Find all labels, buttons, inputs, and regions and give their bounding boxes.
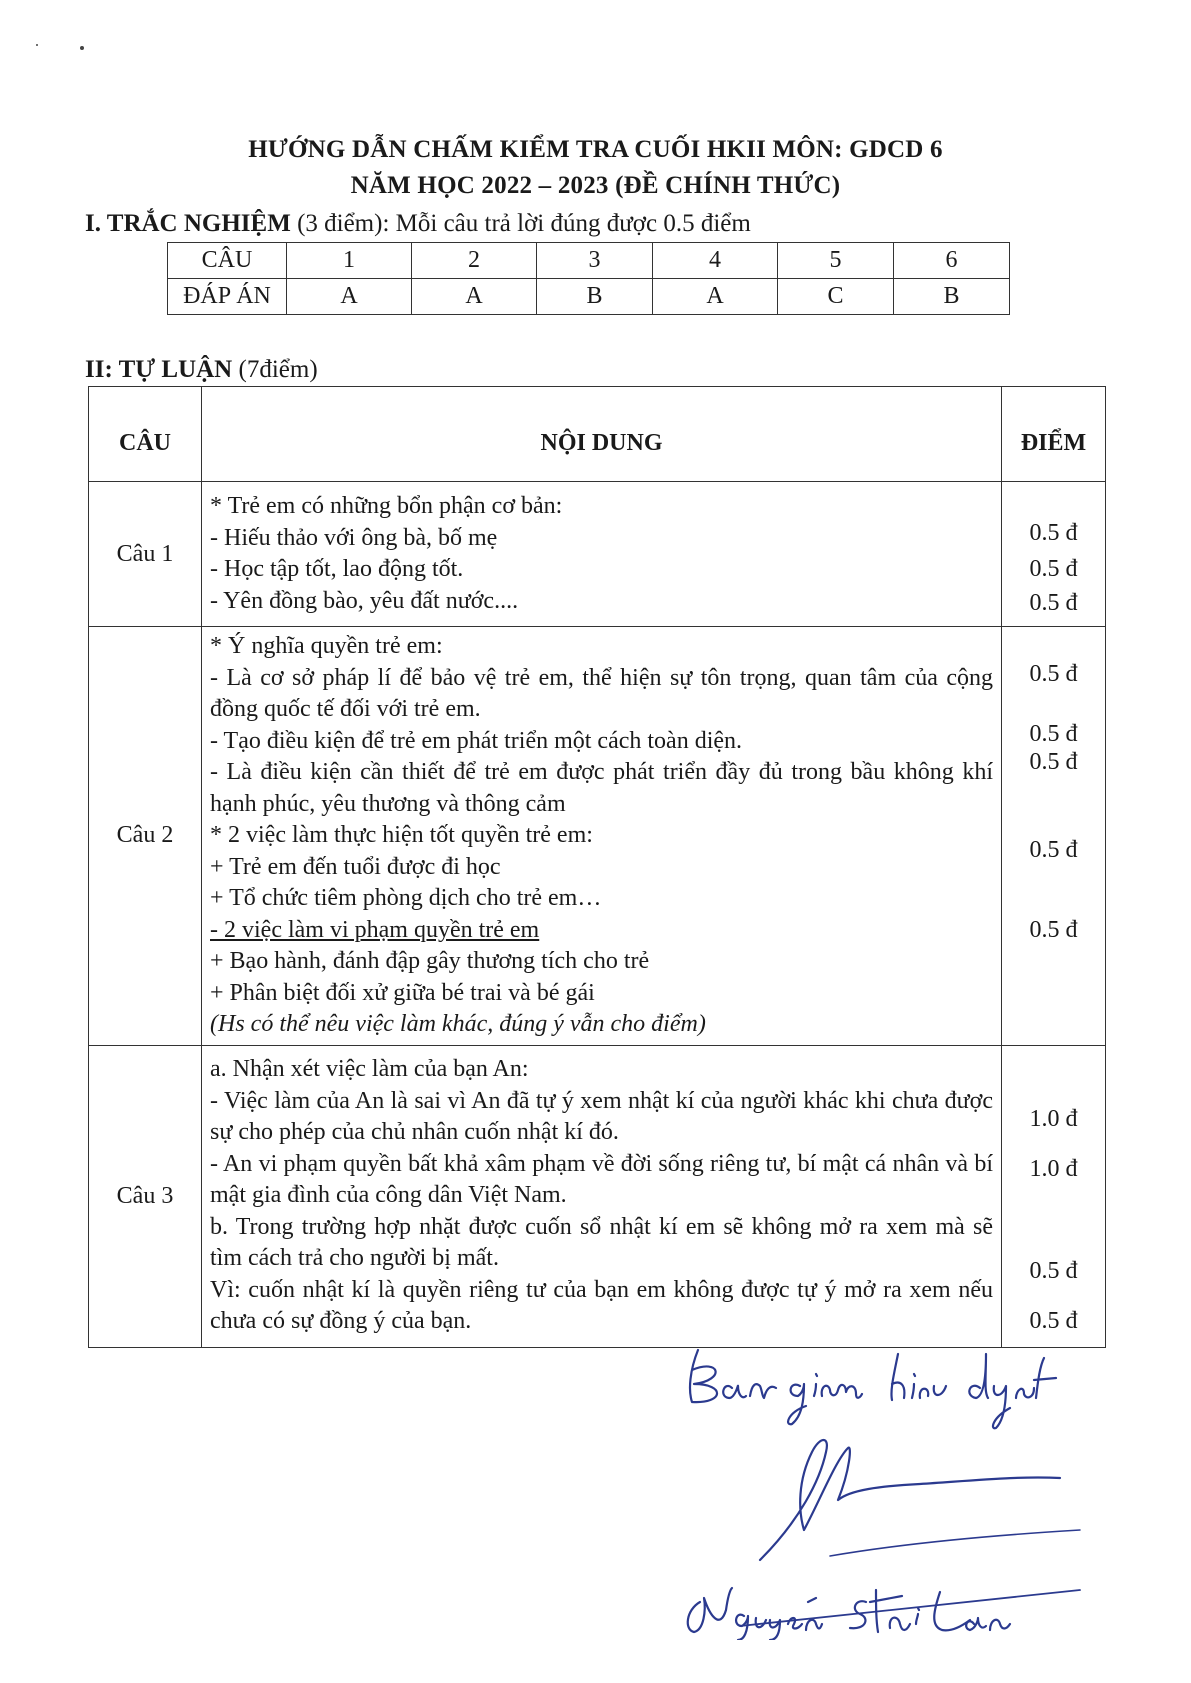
section-2-description: (7điểm) [232, 356, 318, 383]
score-value: 0.5 đ [1029, 1307, 1078, 1334]
content-line: - Là điều kiện cần thiết để trẻ em được phát triển đầy đủ trong bầu không khí hạnh phúc, yêu thương và thông cảm [210, 759, 993, 817]
document-title-line-2: NĂM HỌC 2022 – 2023 (ĐỀ CHÍNH THỨC) [350, 172, 841, 199]
table-header-row [89, 387, 1106, 482]
score-value: 0.5 đ [1029, 749, 1078, 775]
content-line: * Trẻ em có những bổn phận cơ bản: [210, 493, 563, 519]
question-number: 5 [778, 243, 894, 279]
section-1-description: (3 điểm): Mỗi câu trả lời đúng được 0.5 điểm [290, 210, 751, 237]
content-line: + Phân biệt đối xử giữa bé trai và bé gái [210, 979, 595, 1006]
column-header-content: NỘI DUNG [202, 387, 1002, 482]
score-value: 0.5 đ [1029, 837, 1078, 863]
content-line: Vì: cuốn nhật kí là quyền riêng tư của bạn em không được tự ý mở ra xem nếu chưa có sự đồng ý của bạn. [210, 1276, 993, 1335]
question-number: 1 [287, 243, 412, 279]
row-label-question: CÂU [168, 243, 287, 279]
scan-dot [80, 46, 84, 50]
question-2-row [89, 627, 1106, 1046]
score-value: 0.5 đ [1029, 1257, 1078, 1284]
approval-signature [680, 1340, 1100, 1640]
question-1-label: Câu 1 [89, 482, 202, 627]
content-line: - Việc làm của An là sai vì An đã tự ý xem nhật kí của người khác khi chưa được sự cho phép của chủ nhân cuốn nhật kí đó. [210, 1087, 993, 1146]
question-row [168, 243, 1010, 279]
multiple-choice-answer-table [167, 242, 1010, 315]
content-line: - 2 việc làm vi phạm quyền trẻ em [210, 916, 540, 943]
question-2-scores [1002, 627, 1106, 1046]
question-3-content [202, 1045, 1002, 1347]
content-line: - Tạo điều kiện để trẻ em phát triển một cách toàn diện. [210, 727, 743, 754]
score-value: 0.5 đ [1029, 721, 1078, 747]
question-3-row [89, 1045, 1106, 1347]
score-value: 0.5 đ [1029, 590, 1078, 616]
column-header-question: CÂU [89, 387, 202, 482]
answer-key: C [778, 279, 894, 315]
answer-row [168, 279, 1010, 315]
question-3-scores [1002, 1045, 1106, 1347]
content-line: * Ý nghĩa quyền trẻ em: [210, 633, 443, 659]
score-value: 1.0 đ [1029, 1155, 1078, 1182]
content-line: + Tổ chức tiêm phòng dịch cho trẻ em… [210, 885, 602, 911]
content-line: - Hiếu thảo với ông bà, bố mẹ [210, 524, 498, 551]
essay-grading-table [88, 386, 1106, 1348]
content-line: - An vi phạm quyền bất khả xâm phạm về đời sống riêng tư, bí mật cá nhân và bí mật gia đình của công dân Việt Nam. [210, 1150, 993, 1209]
answer-key: A [412, 279, 537, 315]
question-number: 6 [893, 243, 1009, 279]
section-1-heading [85, 210, 751, 238]
score-value: 0.5 đ [1029, 556, 1078, 582]
question-2-label: Câu 2 [89, 627, 202, 1046]
question-3-label: Câu 3 [89, 1045, 202, 1347]
content-line: * 2 việc làm thực hiện tốt quyền trẻ em: [210, 822, 593, 848]
question-1-scores [1002, 482, 1106, 627]
question-number: 3 [537, 243, 653, 279]
section-2-title: II: TỰ LUẬN [85, 356, 233, 383]
score-value: 0.5 đ [1029, 661, 1078, 687]
document-title-line-1: HƯỚNG DẪN CHẤM KIỂM TRA CUỐI HKII MÔN: GDCD 6 [248, 136, 943, 163]
answer-key: B [537, 279, 653, 315]
scan-dot [36, 44, 38, 46]
answer-key: A [287, 279, 412, 315]
score-value: 0.5 đ [1029, 520, 1078, 546]
content-line: b. Trong trường hợp nhặt được cuốn sổ nhật kí em sẽ không mở ra xem mà sẽ tìm cách trả cho người bị mất. [210, 1213, 993, 1272]
score-value: 1.0 đ [1029, 1105, 1078, 1132]
content-line: - Học tập tốt, lao động tốt. [210, 556, 464, 582]
content-line: + Bạo hành, đánh đập gây thương tích cho trẻ [210, 948, 650, 974]
question-2-content [202, 627, 1002, 1046]
question-1-content [202, 482, 1002, 627]
question-number: 2 [412, 243, 537, 279]
grading-note: (Hs có thể nêu việc làm khác, đúng ý vẫn cho điểm) [210, 1011, 706, 1037]
answer-key: A [653, 279, 778, 315]
row-label-answer: ĐÁP ÁN [168, 279, 287, 315]
section-1-title: I. TRẮC NGHIỆM [85, 210, 291, 237]
content-line: + Trẻ em đến tuổi được đi học [210, 853, 501, 880]
section-2-heading [85, 356, 318, 384]
answer-key: B [893, 279, 1009, 315]
question-number: 4 [653, 243, 778, 279]
content-line: - Là cơ sở pháp lí để bảo vệ trẻ em, thể hiện sự tôn trọng, quan tâm của cộng đồng quốc tế đối với trẻ em. [210, 664, 993, 722]
column-header-score: ĐIỂM [1002, 387, 1106, 482]
question-1-row [89, 482, 1106, 627]
content-line: - Yên đồng bào, yêu đất nước.... [210, 587, 519, 614]
content-line: a. Nhận xét việc làm của bạn An: [210, 1056, 529, 1083]
score-value: 0.5 đ [1029, 917, 1078, 943]
